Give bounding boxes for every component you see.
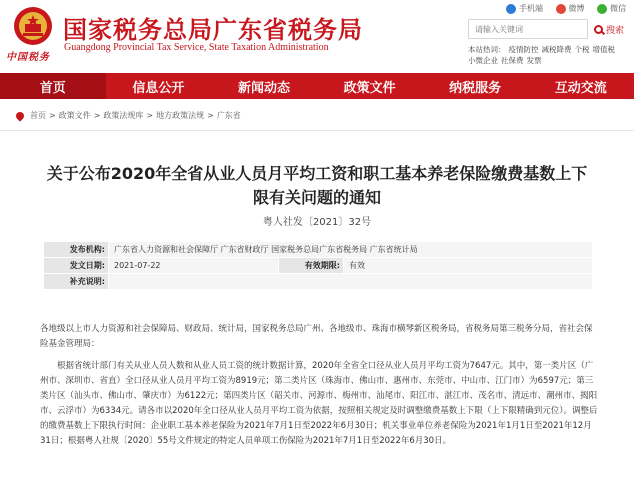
breadcrumb-separator: > xyxy=(146,111,154,120)
hot-word[interactable]: 疫情防控 xyxy=(508,45,539,54)
brand-logo-text: 中国税务 xyxy=(6,52,50,63)
nav-home[interactable]: 首页 xyxy=(0,73,106,99)
nav-tax-service[interactable]: 纳税服务 xyxy=(449,80,502,96)
document-body xyxy=(40,322,598,456)
top-links xyxy=(506,3,634,17)
breadcrumb-item[interactable]: 政策法规库 xyxy=(103,111,144,120)
breadcrumb-item[interactable]: 政策文件 xyxy=(58,111,91,120)
breadcrumb-item[interactable]: 广东省 xyxy=(216,111,241,120)
document-number: 粤人社发〔2021〕32号 xyxy=(262,217,372,228)
location-pin-icon xyxy=(14,110,25,121)
mobile-icon xyxy=(506,4,516,14)
site-title[interactable]: 国家税务总局广东省税务局 xyxy=(63,16,363,44)
meta-row-date xyxy=(44,258,593,274)
breadcrumb-item[interactable]: 地方政策法规 xyxy=(156,111,205,120)
hot-word[interactable]: 减税降费 xyxy=(541,45,572,54)
national-emblem-icon[interactable] xyxy=(13,6,53,46)
wechat-link-label: 微信 xyxy=(610,4,627,13)
breadcrumb-separator: > xyxy=(49,111,56,120)
weibo-link-label: 微博 xyxy=(568,4,585,13)
breadcrumb-separator: > xyxy=(93,111,101,120)
search-button[interactable] xyxy=(588,19,634,39)
weibo-link[interactable] xyxy=(556,3,585,14)
wechat-icon xyxy=(597,4,607,14)
search-button-label: 搜索 xyxy=(606,24,625,35)
search-input[interactable] xyxy=(468,19,588,39)
nav-interaction[interactable]: 互动交流 xyxy=(554,80,607,96)
mobile-link-label: 手机端 xyxy=(519,4,543,13)
search-icon xyxy=(594,25,603,34)
site-header xyxy=(0,0,634,73)
search-box xyxy=(468,19,634,39)
nav-info-disclosure[interactable]: 信息公开 xyxy=(132,80,185,96)
weibo-icon xyxy=(556,4,566,14)
document-title: 关于公布2020年全省从业人员月平均工资和职工基本养老保险缴费基数上下限有关问题的通知 xyxy=(46,164,588,207)
hot-word[interactable]: 小微企业 xyxy=(468,56,498,65)
meta-label: 发布机构: xyxy=(44,242,109,258)
meta-value: 有效 xyxy=(344,258,593,274)
mobile-link[interactable] xyxy=(506,3,543,14)
meta-row-issuer xyxy=(44,242,593,258)
body-paragraph: 根据省统计部门有关从业人员人数和从业人员工资的统计数据计算，2020年全省全口径从业人员月平均工资为7647元。其中，第一类片区（广州市、深圳市、省直）全口径从业人员月平均工资为8919元；第二类片区（珠海市、佛山市、惠州市、东莞市、中山市、江门市）为6597元；第三类片区（汕头市、佛山市、肇庆市）为6122元；第四类片区（韶关市、河源市、梅州市、汕尾市、阳江市、湛江市、茂名市、清远市、潮州市、揭阳市、云浮市）为6334元。请各市以2020年全口径从业人员月平均工资为依据，按照相关规定及时调整缴费基数上下限（上下限精确到元位）。调整后的缴费基数上下限执行时间：企业职工基本养老保险为2021年7月1日至2022年6月30日；机关事业单位养老保险为2021年1月1日至2021年12月31日；根据粤人社规〔2020〕55号文件规定的特定人员单项工伤保险为2021年7月1日至2022年6月30日。 xyxy=(40,361,598,446)
hot-words xyxy=(468,44,634,66)
meta-row-supplement xyxy=(44,274,593,290)
hot-words-label: 本站热词： xyxy=(468,45,506,54)
meta-label: 发文日期: xyxy=(44,258,109,274)
breadcrumb-divider xyxy=(0,130,634,131)
breadcrumb-item[interactable]: 首页 xyxy=(30,111,46,120)
breadcrumb xyxy=(16,110,241,121)
meta-label: 补充说明: xyxy=(44,274,109,290)
document-meta-table xyxy=(43,241,593,290)
breadcrumb-separator: > xyxy=(207,111,214,120)
nav-policy-documents[interactable]: 政策文件 xyxy=(343,80,396,96)
meta-value xyxy=(109,274,593,290)
body-paragraph: 各地级以上市人力资源和社会保障局、财政局、统计局，国家税务总局广州、各地级市、珠海市横琴新区税务局，省税务局第三税务分局，省社会保险基金管理局： xyxy=(40,324,593,349)
hot-word[interactable]: 个税 xyxy=(574,45,590,54)
main-nav xyxy=(0,73,634,99)
meta-label: 有效期限: xyxy=(279,258,344,274)
meta-value: 广东省人力资源和社会保障厅 广东省财政厅 国家税务总局广东省税务局 广东省统计局 xyxy=(109,242,593,258)
hot-word[interactable]: 增值税 xyxy=(592,45,615,54)
site-subtitle: Guangdong Provincial Tax Service, State Taxation Administration xyxy=(64,42,329,53)
wechat-link[interactable] xyxy=(597,3,626,14)
meta-value: 2021-07-22 xyxy=(109,258,279,274)
hot-word[interactable]: 社保费 xyxy=(501,56,524,65)
nav-news[interactable]: 新闻动态 xyxy=(237,80,290,96)
hot-word[interactable]: 发票 xyxy=(526,56,542,65)
